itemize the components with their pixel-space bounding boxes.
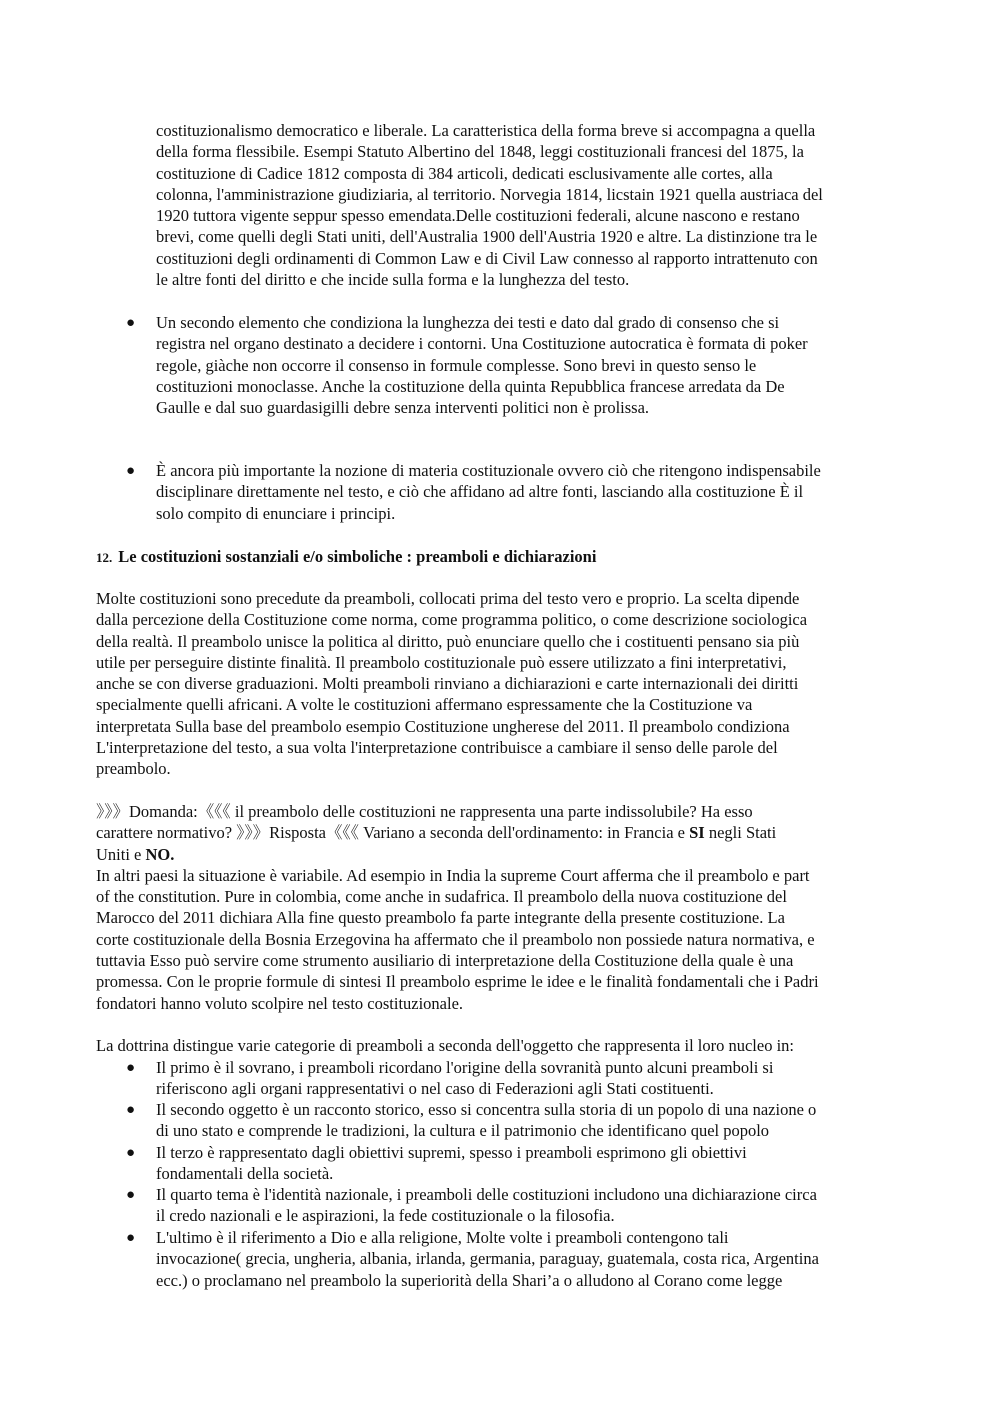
question-answer <box>96 801 819 1014</box>
text-line: registra nel organo destinato a decidere i contorni. Una Costituzione autocratica è formata di poker <box>156 334 808 354</box>
text-line: specialmente quelli africani. A volte le costituzioni affermano espressamente che la Costituzione va <box>96 695 753 715</box>
bullet-icon: ● <box>126 1187 136 1203</box>
text-line: Il terzo è rappresentato dagli obiettivi supremi, spesso i preamboli esprimono gli obiettivi <box>156 1143 747 1162</box>
text-line: Il secondo oggetto è un racconto storico, esso si concentra sulla storia di un popolo di una nazione o <box>156 1100 817 1119</box>
text-line: utile per perseguire distinte finalità. Il preambolo costituzionale può essere utilizzato a fini interpretativi, <box>96 652 787 672</box>
text-line: 1920 tuttora vigente seppur spesso emendata.Delle costituzioni federali, alcune nascono e restano <box>156 206 800 226</box>
answer-text: carattere normativo? 》》》Risposta《《《 Variano a seconda dell'ordinamento: in Francia e <box>96 823 690 843</box>
category-item-identita-nazionale <box>156 1184 817 1227</box>
text-line: di uno stato e comprende le tradizioni, la cultura e il patrimonio che identificano quel popolo <box>156 1121 770 1141</box>
text-line: preambolo. <box>96 759 171 779</box>
text-line: colonna, l'amministrazione giudiziaria, al territorio. Norvegia 1814, licstain 1921 quella austriaca del <box>156 184 823 204</box>
bullet-icon: ● <box>126 1145 136 1161</box>
category-item-dio-religione <box>156 1227 819 1291</box>
section-number: 12. <box>96 550 113 565</box>
question-line: 》》》Domanda:《《《 il preambolo delle costituzioni ne rappresenta una parte indissolubile? Ha esso <box>96 802 753 821</box>
text-line: Il primo è il sovrano, i preamboli ricordano l'origine della sovranità punto alcuni preamboli si <box>156 1058 774 1077</box>
text-line: fondamentali della società. <box>156 1164 334 1184</box>
text-line: riferiscono agli organi rappresentativi o nel caso di Federazioni agli Stati costituenti. <box>156 1079 714 1099</box>
text-line: Il quarto tema è l'identità nazionale, i preamboli delle costituzioni includono una dichiarazione circa <box>156 1185 817 1204</box>
text-line: La dottrina distingue varie categorie di preamboli a seconda dell'oggetto che rappresenta il loro nucleo in: <box>96 1036 795 1055</box>
section-title: Le costituzioni sostanziali e/o simboliche : preamboli e dichiarazioni <box>118 547 597 566</box>
text-line: anche se con diverse graduazioni. Molti preamboli rinviano a dichiarazioni e carte internazionali dei diritti <box>96 674 799 694</box>
category-item-obiettivi <box>156 1142 747 1185</box>
category-item-racconto-storico <box>156 1099 816 1142</box>
continuation-paragraph <box>156 120 823 290</box>
bullet-icon: ● <box>126 315 136 331</box>
text-line: costituzioni monoclasse. Anche la costituzione della quinta Repubblica francese arredata da De <box>156 376 785 396</box>
section-heading <box>96 546 596 568</box>
bullet-icon: ● <box>126 1230 136 1246</box>
text-line: È ancora più importante la nozione di materia costituzionale ovvero ciò che ritengono indispensabile <box>156 461 821 480</box>
answer-bold-no: NO. <box>145 844 175 864</box>
paragraph-dottrina <box>96 1035 794 1056</box>
bullet-item-consenso <box>156 312 808 418</box>
answer-line <box>96 844 819 865</box>
text-line: of the constitution. Pure in colombia, come anche in sudafrica. Il preambolo della nuova costituzione del <box>96 887 787 907</box>
bullet-item-materia <box>156 460 821 524</box>
text-line: Marocco del 2011 dichiara Alla fine questo preambolo fa parte integrante della presente costituzione. La <box>96 908 785 928</box>
text-line: L'interpretazione del testo, a sua volta l'interpretazione contribuisce a cambiare il senso delle parole del <box>96 738 778 758</box>
text-line: invocazione( grecia, ungheria, albania, irlanda, germania, paraguay, guatemala, costa rica, Argentina <box>156 1249 819 1269</box>
text-line: tuttavia Esso può servire come strumento ausiliario di interpretazione della Costituzione della quale è una <box>96 951 794 971</box>
text-line: In altri paesi la situazione è variabile. Ad esempio in India la supreme Court afferma che il preambolo e part <box>96 865 810 885</box>
answer-text: negli Stati <box>704 823 777 843</box>
bullet-icon: ● <box>126 1102 136 1118</box>
text-line: brevi, come quelli degli Stati uniti, dell'Australia 1900 dell'Austria 1920 e altre. La distinzione tra le <box>156 227 818 247</box>
category-item-sovrano <box>156 1057 773 1100</box>
text-line: dalla percezione della Costituzione come norma, come programma politico, o come descrizione sociologica <box>96 610 808 630</box>
text-line: Un secondo elemento che condiziona la lunghezza dei testi e dato dal grado di consenso che si <box>156 313 780 332</box>
answer-line <box>96 822 819 843</box>
text-line: corte costituzionale della Bosnia Erzegovina ha affermato che il preambolo non possiede natura normativa, e <box>96 929 815 949</box>
text-line: costituzioni degli ordinamenti di Common Law e di Civil Law connesso al rapporto intrattenuto con <box>156 248 818 268</box>
text-line: costituzionalismo democratico e liberale. La caratteristica della forma breve si accompagna a quella <box>156 121 816 140</box>
text-line: disciplinare direttamente nel testo, e ciò che affidano ad altre fonti, lasciando alla costituzione È il <box>156 482 804 502</box>
text-line: le altre fonti del diritto e che incide sulla forma e la lunghezza del testo. <box>156 270 630 290</box>
text-line: L'ultimo è il riferimento a Dio e alla religione, Molte volte i preamboli contengono tali <box>156 1228 729 1247</box>
text-line: costituzione di Cadice 1812 composta di 384 articoli, dedicati esclusivamente alle cortes, alla <box>156 163 773 183</box>
bullet-icon: ● <box>126 463 136 479</box>
answer-bold-si: SI <box>689 823 705 843</box>
text-line: della forma flessibile. Esempi Statuto Albertino del 1848, leggi costituzionali francesi del 1875, la <box>156 142 804 162</box>
text-line: ecc.) o proclamano nel preambolo la superiorità della Shari’a o alludono al Corano come legge <box>156 1270 783 1290</box>
paragraph-preamboli <box>96 588 807 780</box>
text-line: Molte costituzioni sono precedute da preamboli, collocati prima del testo vero e proprio. La scelta dipende <box>96 589 800 608</box>
text-line: solo compito di enunciare i principi. <box>156 503 396 523</box>
answer-text: Uniti e <box>96 844 146 864</box>
text-line: fondatori hanno voluto scolpire nel testo costituzionale. <box>96 993 464 1013</box>
text-line: Gaulle e dal suo guardasigilli debre senza interventi politici non è prolissa. <box>156 398 650 418</box>
text-line: della realtà. Il preambolo unisce la politica al diritto, può enunciare quello che i costituenti pensano sia più <box>96 631 800 651</box>
text-line: regole, giàche non occorre il consenso in formule complesse. Sono brevi in questo senso le <box>156 355 757 375</box>
text-line: il credo nazionali e le aspirazioni, la fede costituzionale o la filosofia. <box>156 1206 615 1226</box>
bullet-icon: ● <box>126 1060 136 1076</box>
text-line: interpretata Sulla base del preambolo esempio Costituzione ungherese del 2011. Il preambolo condiziona <box>96 716 790 736</box>
text-line: promessa. Con le proprie formule di sintesi Il preambolo esprime le idee e le finalità fondamentali che i Padri <box>96 972 819 992</box>
